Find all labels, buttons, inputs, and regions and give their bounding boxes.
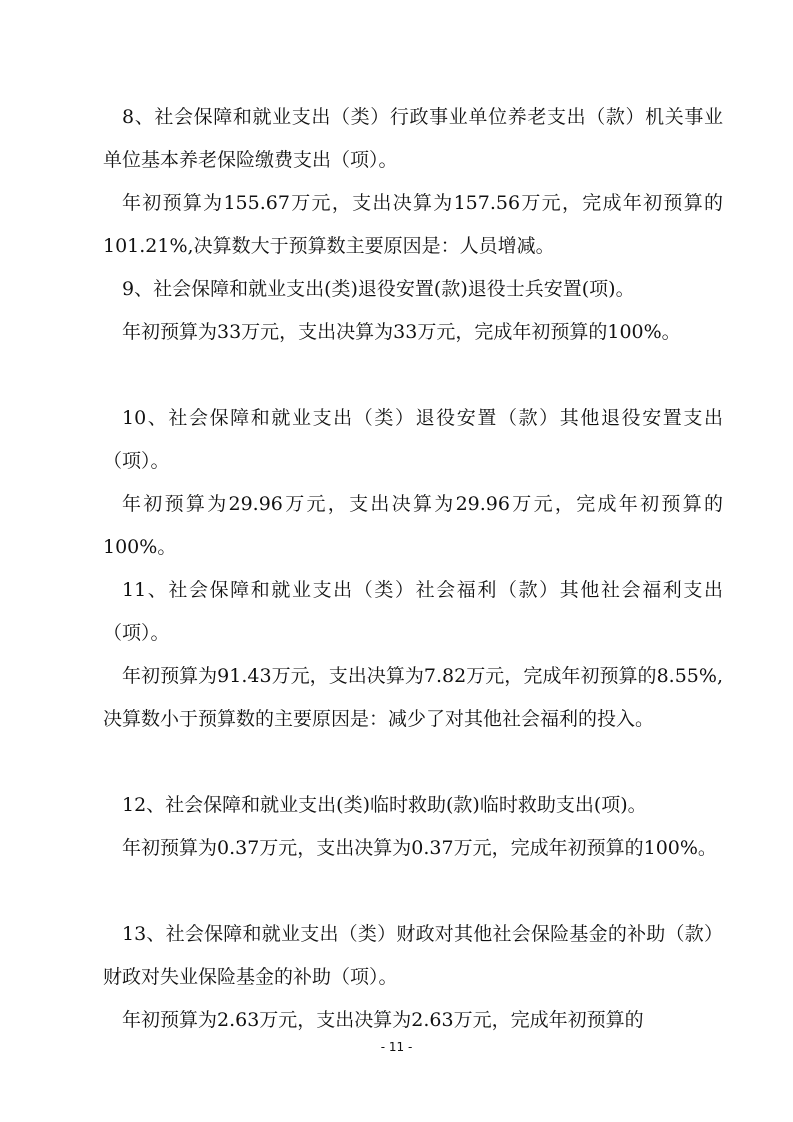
- paragraph-item-13-budget: 年初预算为2.63万元，支出决算为2.63万元，完成年初预算的: [122, 1009, 644, 1031]
- paragraph-item-8-heading: 8、社会保障和就业支出（类）行政事业单位养老支出（款）机关事业单位基本养老保险缴费支出（项）。: [103, 106, 723, 171]
- paragraph-item-10-budget: 年初预算为29.96万元，支出决算为29.96万元，完成年初预算的100%。: [103, 493, 723, 558]
- paragraph-item-11-heading: 11、社会保障和就业支出（类）社会福利（款）其他社会福利支出（项）。: [103, 579, 723, 644]
- paragraph-item-11-budget: 年初预算为91.43万元，支出决算为7.82万元，完成年初预算的8.55%,决算数小于预算数的主要原因是：减少了对其他社会福利的投入。: [103, 665, 723, 730]
- paragraph-item-8-budget: 年初预算为155.67万元，支出决算为157.56万元，完成年初预算的101.21%,决算数大于预算数主要原因是：人员增减。: [103, 192, 723, 257]
- paragraph-item-12-heading: 12、社会保障和就业支出(类)临时救助(款)临时救助支出(项)。: [122, 794, 647, 816]
- page-number: - 11 -: [380, 1040, 413, 1054]
- paragraph-item-9-heading: 9、社会保障和就业支出(类)退役安置(款)退役士兵安置(项)。: [122, 278, 635, 300]
- paragraph-item-12-budget: 年初预算为0.37万元，支出决算为0.37万元，完成年初预算的100%。: [122, 837, 717, 859]
- paragraph-item-9-budget: 年初预算为33万元，支出决算为33万元，完成年初预算的100%。: [122, 321, 681, 343]
- paragraph-item-10-heading: 10、社会保障和就业支出（类）退役安置（款）其他退役安置支出（项）。: [103, 407, 723, 472]
- paragraph-item-13-heading: 13、社会保障和就业支出（类）财政对其他社会保险基金的补助（款）财政对失业保险基金的补助（项）。: [103, 923, 723, 988]
